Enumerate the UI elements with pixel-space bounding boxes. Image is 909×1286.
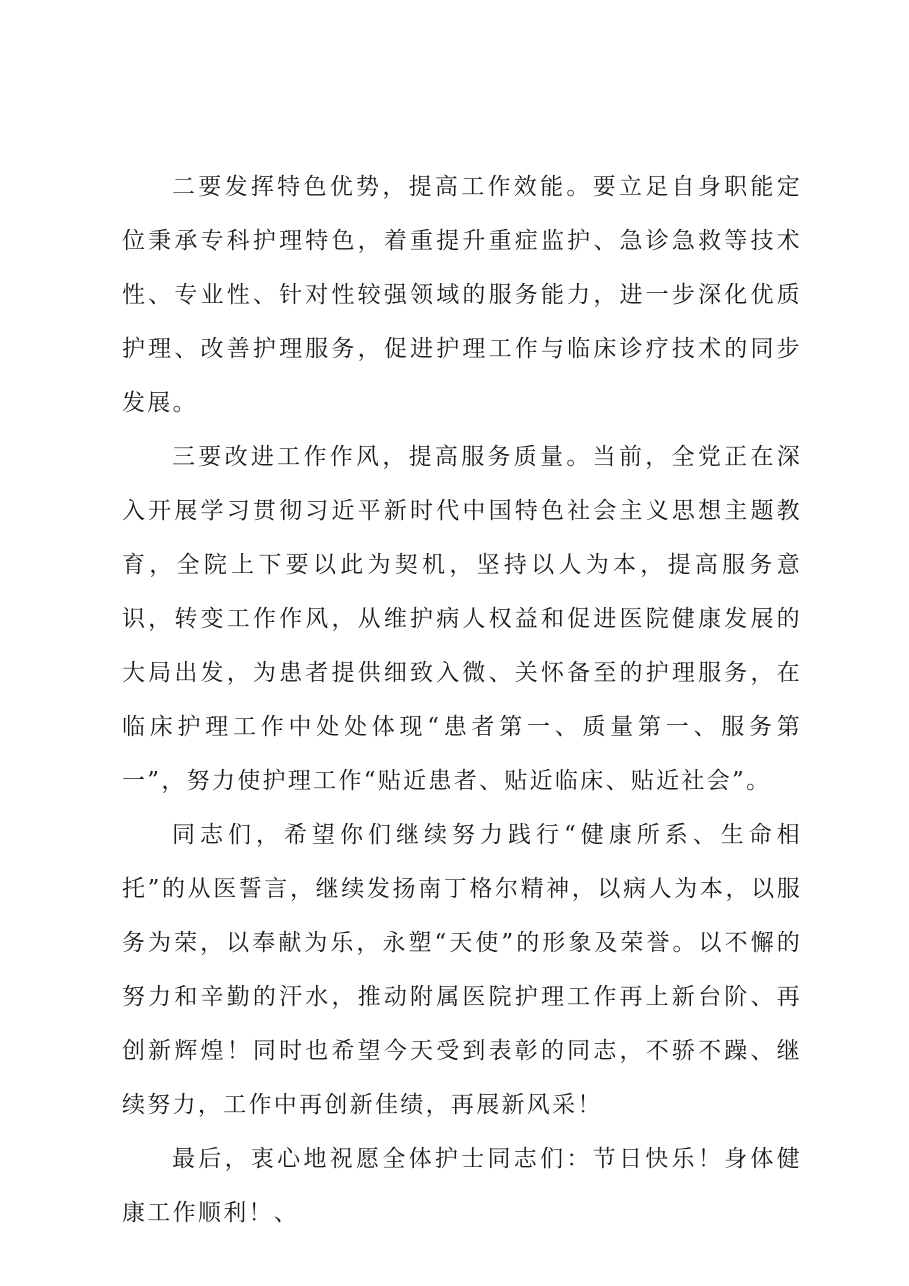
paragraph-closing-wishes: 最后，衷心地祝愿全体护士同志们：节日快乐！身体健康工作顺利！、: [122, 1146, 802, 1226]
paragraph-service-quality: 三要改进工作作风，提高服务质量。当前，全党正在深入开展学习贯彻习近平新时代中国特色社会主义思想主题教育，全院上下要以此为契机，坚持以人为本，提高服务意识，转变工作作风，从维护病人权益和促进医院健康发展的大局出发，为患者提供细致入微、关怀备至的护理服务，在临床护理工作中处处体现“患者第一、质量第一、服务第一”，努力使护理工作“贴近患者、贴近临床、贴近社会”。: [122, 444, 802, 794]
paragraph-comrades: 同志们，希望你们继续努力践行“健康所系、生命相托”的从医誓言，继续发扬南丁格尔精神，以病人为本，以服务为荣，以奉献为乐，永塑“天使”的形象及荣誉。以不懈的努力和辛勤的汗水，推动附属医院护理工作再上新台阶、再创新辉煌！同时也希望今天受到表彰的同志，不骄不躁、继续努力，工作中再创新佳绩，再展新风采！: [122, 822, 802, 1118]
paragraph-efficiency: 二要发挥特色优势，提高工作效能。要立足自身职能定位秉承专科护理特色，着重提升重症监护、急诊急救等技术性、专业性、针对性较强领域的服务能力，进一步深化优质护理、改善护理服务，促进护理工作与临床诊疗技术的同步发展。: [122, 174, 802, 416]
document-body: [122, 160, 802, 1240]
